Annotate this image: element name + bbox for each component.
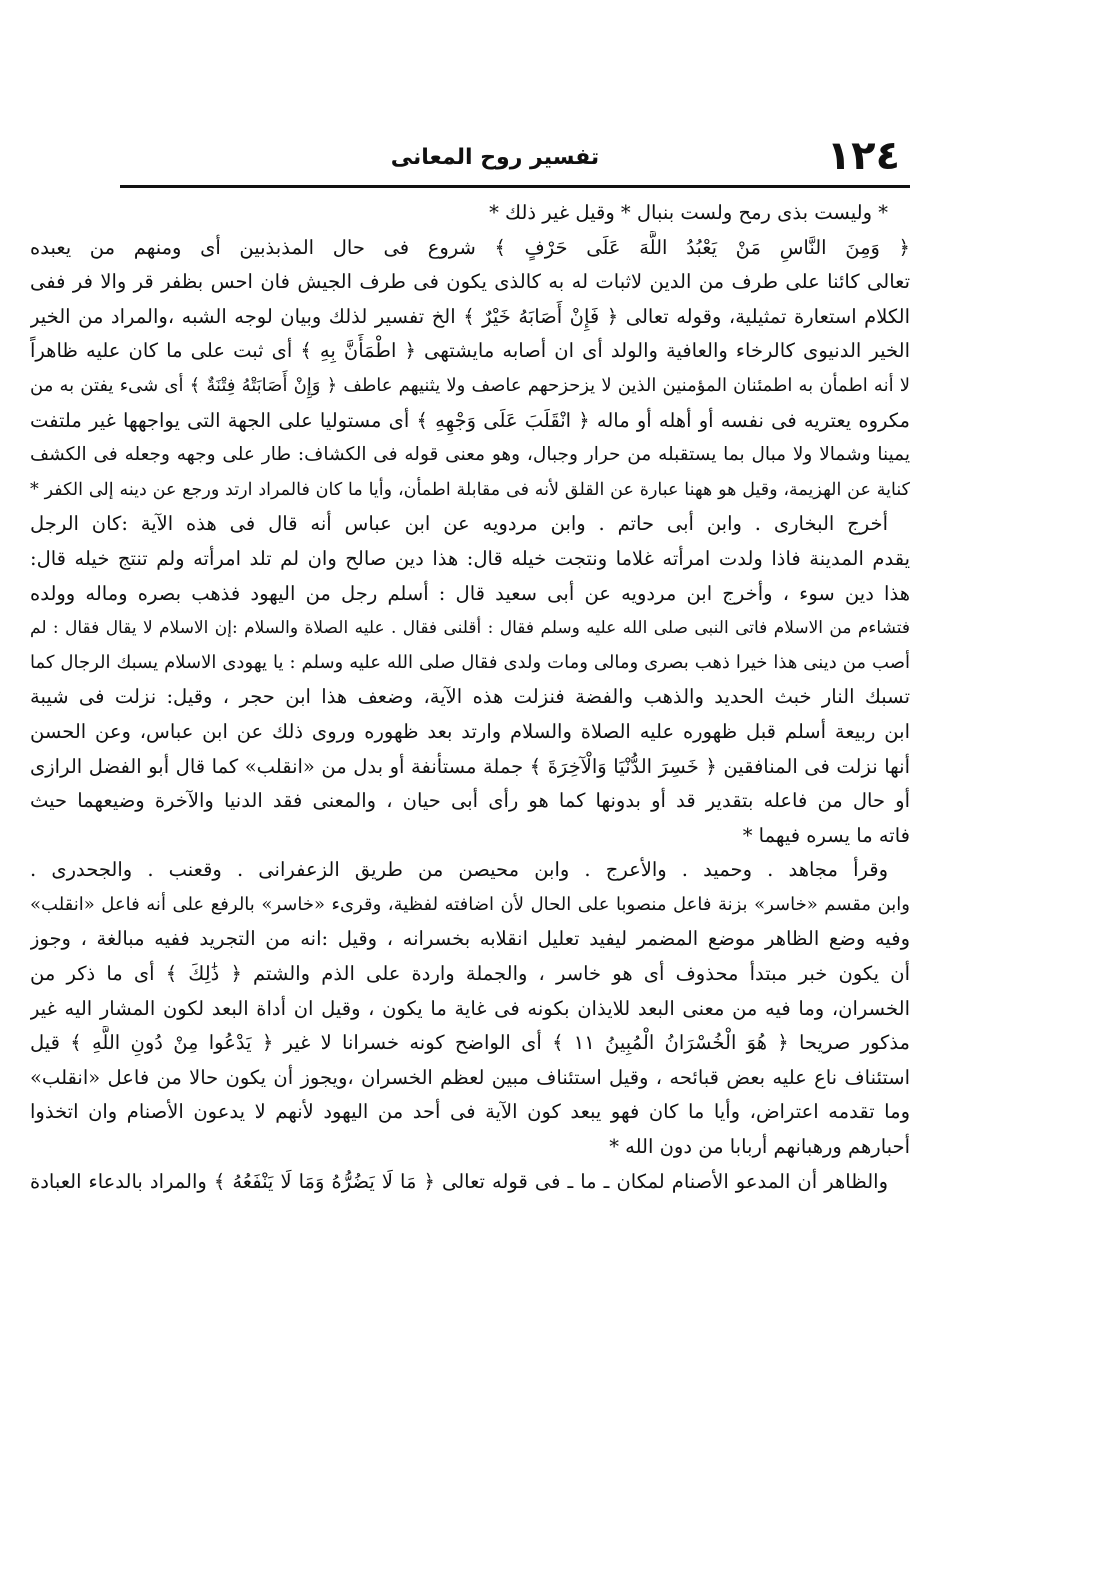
text-line: فاته ما يسره فيهما * <box>742 823 910 847</box>
page-number: ١٢٤ <box>826 133 900 179</box>
text-line: أحبارهم ورهبانهم أربابا من دون الله * <box>609 1135 910 1159</box>
page-header <box>80 130 910 190</box>
text-line: الخير الدنيوى كالرخاء والعافية والولد أى ان أصابه مايشتهى ﴿ اطْمَأَنَّ بِهِ ﴾ أى ثبت على ما كان عليه ظاهراً <box>30 339 910 363</box>
text-line: الخسران، وما فيه من معنى البعد للايذان بكونه فى غاية ما يكون ، وقيل ان أداة البعد لكون المشار اليه غير <box>30 996 910 1020</box>
text-line: الكلام استعارة تمثيلية، وقوله تعالى ﴿ فَإِنْ أَصَابَهُ خَيْرٌ ﴾ الخ تفسير لذلك وبيان لوجه الشبه ،والمراد من الخير <box>30 304 910 328</box>
text-line: وقرأ مجاهد . وحميد . والأعرج . وابن محيصن من طريق الزعفرانى . وقعنب . والجحدرى . <box>30 858 888 882</box>
text-line: وابن مقسم «خاسر» بزنة فاعل منصوبا على الحال لأن اضافته لفظية، وقرىء «خاسر» بالرفع على أنه فاعل «انقلب» <box>30 893 910 915</box>
text-line: تعالى كائنا على طرف من الدين لاثبات له به كالذى يكون فى طرف الجيش فان احس بظفر قر والا فر ففى <box>30 270 910 294</box>
text-line: وما تقدمه اعتراض، وأيا ما كان فهو يبعد كون الآية فى أحد من اليهود لأنهم لا يدعون الأصنام وان اتخذوا <box>30 1100 910 1124</box>
text-line: أن يكون خبر مبتدأ محذوف أى هو خاسر ، والجملة واردة على الذم والشتم ﴿ ذَٰلِكَ ﴾ أى ما ذكر من <box>30 962 910 986</box>
verse-line: * وليست بذى رمح ولست بنبال * وقيل غير ذلك * <box>489 201 888 224</box>
text-line: أو حال من فاعله بتقدير قد أو بدونها كما هو رأى أبى حيان ، والمعنى فقد الدنيا والآخرة وضيعهما حيث <box>30 789 910 813</box>
text-line: يقدم المدينة فاذا ولدت امرأته غلاما ونتجت خيله قال: هذا دين صالح وان لم تلد امرأته ولم تنتج خيله قال: <box>30 546 910 570</box>
text-line: أصب من دينى هذا خيرا ذهب بصرى ومالى ومات ولدى فقال صلى الله عليه وسلم : يا يهودى الاسلام يسبك الرجال كما <box>30 651 910 673</box>
text-line: مكروه يعتريه فى نفسه أو أهله أو ماله ﴿ انْقَلَبَ عَلَى وَجْهِهِ ﴾ أى مستوليا على الجهة التى يواجهها غير ملتفت <box>30 408 910 432</box>
text-line: تسبك النار خبث الحديد والذهب والفضة فنزلت هذه الآية، وضعف هذا ابن حجر ، وقيل: نزلت فى شيبة <box>30 685 910 709</box>
commentary-text <box>30 196 910 1199</box>
text-line: كناية عن الهزيمة، وقيل هو ههنا عبارة عن القلق لأنه فى مقابلة اطمأن، وأيا ما كان فالمراد ارتد ورجع عن دينه إلى الكفر * <box>30 479 910 500</box>
text-line: ﴿ وَمِنَ النَّاسِ مَنْ يَعْبُدُ اللَّهَ عَلَى حَرْفٍ ﴾ شروع فى حال المذبذبين أى ومنهم من يعبده <box>30 235 910 259</box>
text-line: لا أنه اطمأن به اطمئنان المؤمنين الذين لا يزحزحهم عاصف ولا يثنيهم عاطف ﴿ وَإِنْ أَصَابَتْهُ فِتْنَةٌ ﴾ أى شىء يفتن به من <box>30 374 910 396</box>
text-line: ابن ربيعة أسلم قبل ظهوره عليه الصلاة والسلام وارتد بعد ظهوره وروى ذلك عن ابن عباس، وعن الحسن <box>30 719 910 743</box>
text-line: فتشاءم من الاسلام فاتى النبى صلى الله عليه وسلم فقال : أقلنى فقال . عليه الصلاة والسلام :إن الاسلام لا يقال فقال : لم <box>30 618 910 639</box>
text-line: مذكور صريحا ﴿ هُوَ الْخُسْرَانُ الْمُبِينُ ١١ ﴾ أى الواضح كونه خسرانا لا غير ﴿ يَدْعُوا مِنْ دُونِ اللَّهِ ﴾ قيل <box>30 1031 910 1055</box>
text-line: والظاهر أن المدعو الأصنام لمكان ـ ما ـ فى قوله تعالى ﴿ مَا لَا يَضُرُّهُ وَمَا لَا يَنْفَعُهُ ﴾ والمراد بالدعاء العبادة <box>30 1169 888 1193</box>
text-line: استئناف ناع عليه بعض قبائحه ، وقيل استئناف مبين لعظم الخسران ،ويجوز أن يكون حالا من فاعل «انقلب» <box>30 1065 910 1089</box>
header-rule <box>120 185 910 188</box>
running-title: تفسير روح المعانى <box>390 145 600 170</box>
text-line: أخرج البخارى . وابن أبى حاتم . وابن مردويه عن ابن عباس أنه قال فى هذه الآية :كان الرجل <box>30 512 888 536</box>
text-line: يمينا وشمالا ولا مبال بما يستقبله من حرار وجبال، وهو معنى قوله فى الكشاف: طار على وجهه وجعله فى الكشف <box>30 444 910 466</box>
text-line: أنها نزلت فى المنافقين ﴿ خَسِرَ الدُّنْيَا وَالْآخِرَةَ ﴾ جملة مستأنفة أو بدل من «انقلب» كما قال أبو الفضل الرازى <box>30 754 910 778</box>
text-line: هذا دين سوء ، وأخرج ابن مردويه عن أبى سعيد قال : أسلم رجل من اليهود فذهب بصره وماله وولده <box>30 581 910 605</box>
text-line: وفيه وضع الظاهر موضع المضمر ليفيد تعليل انقلابه بخسرانه ، وقيل :انه من التجريد ففيه مبالغة ، وجوز <box>30 927 910 951</box>
